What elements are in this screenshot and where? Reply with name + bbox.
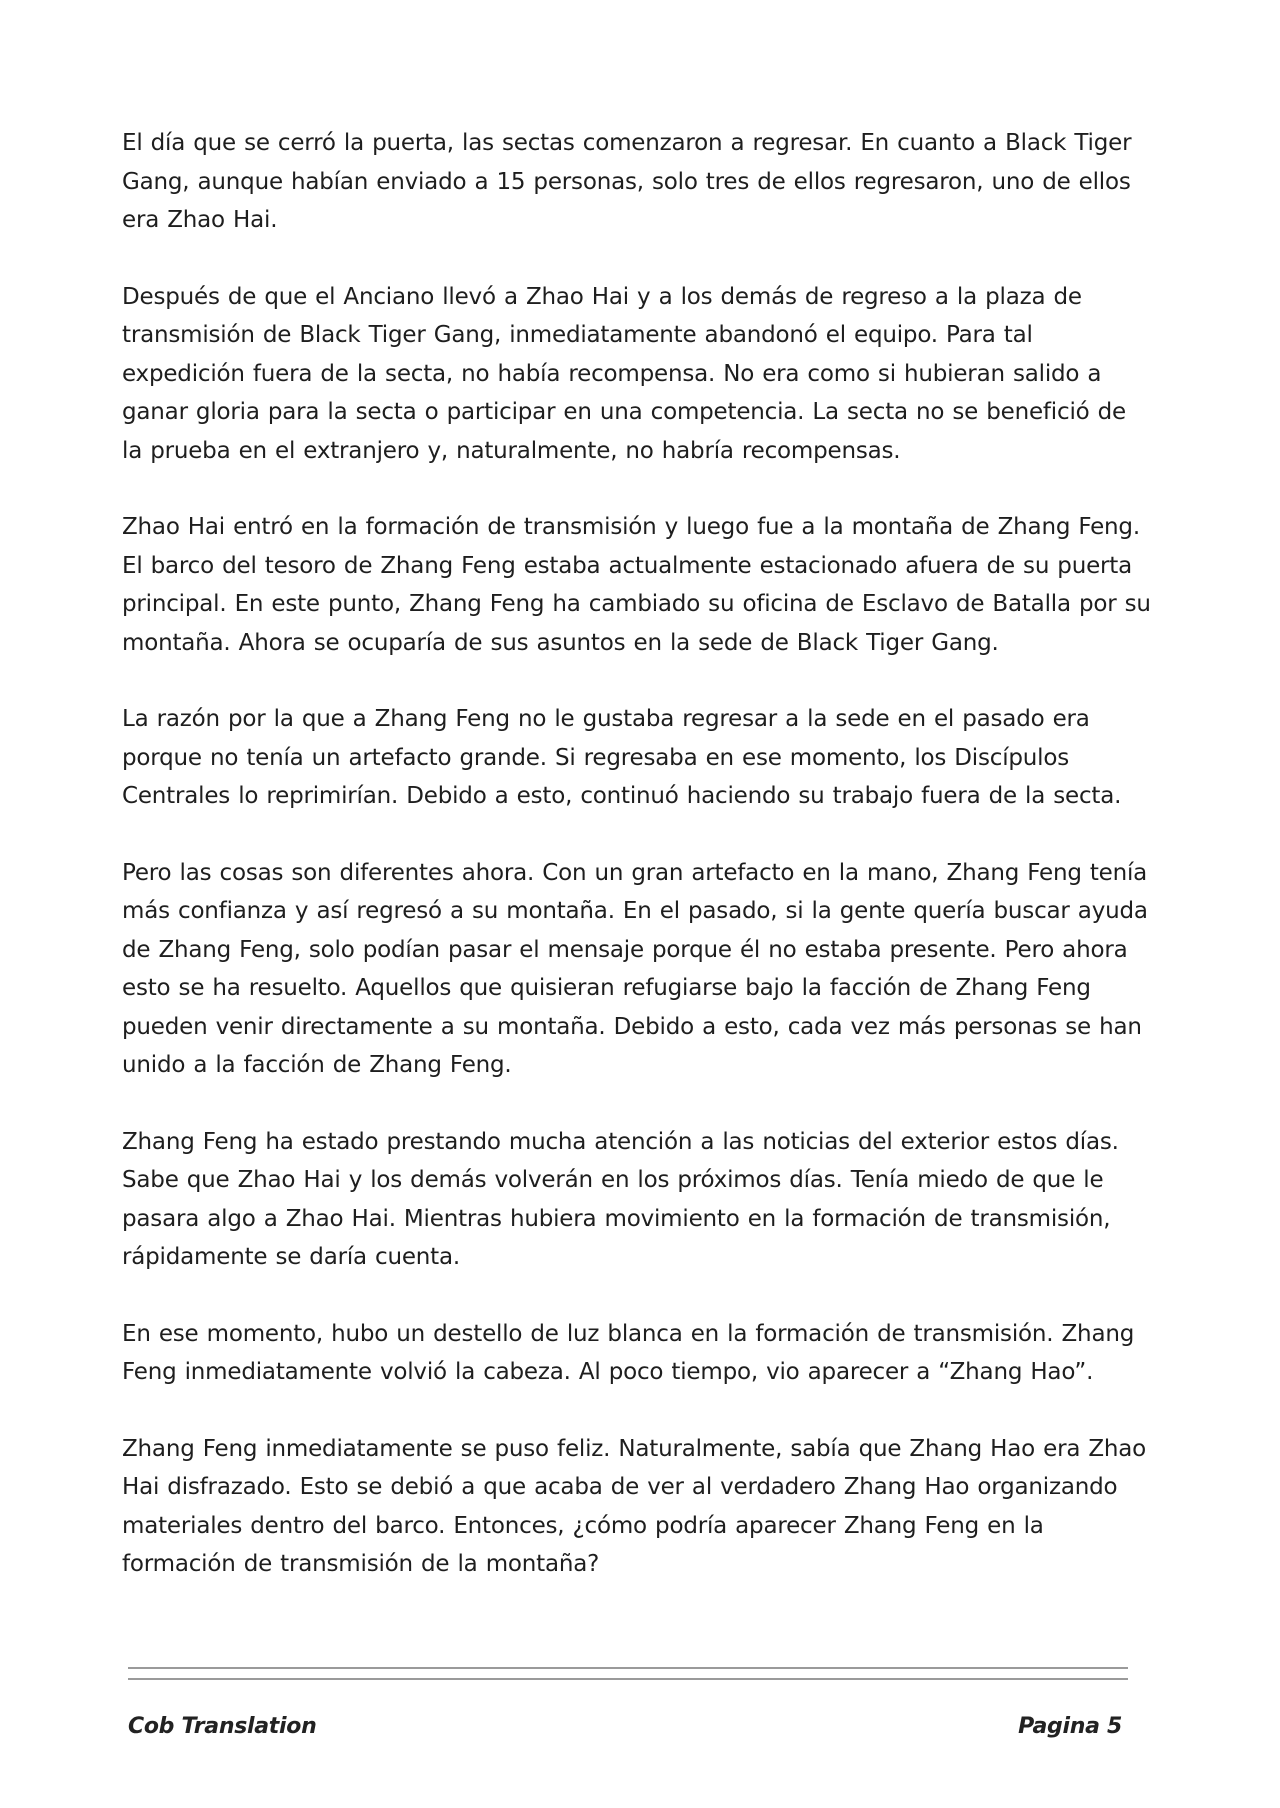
paragraph-7: En ese momento, hubo un destello de luz blanca en la formación de transmisión. Zhang Feng inmediatamente volvió la cabeza. Al poco tiempo, vio aparecer a “Zhang Hao”. (122, 1320, 1135, 1385)
document-body (122, 124, 1152, 1622)
paragraph-8: Zhang Feng inmediatamente se puso feliz. Naturalmente, sabía que Zhang Hao era Zhao Hai disfrazado. Esto se debió a que acaba de ver al verdadero Zhang Hao organizando materiales dentro del barco. Entonces, ¿cómo podría aparecer Zhang Feng en la formación de transmisión de la montaña? (122, 1435, 1147, 1577)
paragraph-4: La razón por la que a Zhang Feng no le gustaba regresar a la sede en el pasado era porque no tenía un artefacto grande. Si regresaba en ese momento, los Discípulos Centrales lo reprimirían. Debido a esto, continuó haciendo su trabajo fuera de la secta. (122, 706, 1122, 809)
footer-divider-bottom (128, 1678, 1128, 1680)
paragraph-3: Zhao Hai entró en la formación de transmisión y luego fue a la montaña de Zhang Feng. El barco del tesoro de Zhang Feng estaba actualmente estacionado afuera de su puerta principal. En este punto, Zhang Feng ha cambiado su oficina de Esclavo de Batalla por su montaña. Ahora se ocuparía de sus asuntos en la sede de Black Tiger Gang. (122, 514, 1151, 656)
paragraph-1: El día que se cerró la puerta, las sectas comenzaron a regresar. En cuanto a Black Tiger Gang, aunque habían enviado a 15 personas, solo tres de ellos regresaron, uno de ellos era Zhao Hai. (122, 130, 1132, 233)
paragraph-5: Pero las cosas son diferentes ahora. Con un gran artefacto en la mano, Zhang Feng tenía más confianza y así regresó a su montaña. En el pasado, si la gente quería buscar ayuda de Zhang Feng, solo podían pasar el mensaje porque él no estaba presente. Pero ahora esto se ha resuelto. Aquellos que quisieran refugiarse bajo la facción de Zhang Feng pueden venir directamente a su montaña. Debido a esto, cada vez más personas se han unido a la facción de Zhang Feng. (122, 859, 1148, 1078)
footer-page-number: Pagina 5 (1018, 1714, 1122, 1739)
footer-translator-credit: Cob Translation (128, 1714, 317, 1739)
paragraph-6: Zhang Feng ha estado prestando mucha atención a las noticias del exterior estos días. Sabe que Zhao Hai y los demás volverán en los próximos días. Tenía miedo de que le pasara algo a Zhao Hai. Mientras hubiera movimiento en la formación de transmisión, rápidamente se daría cuenta. (122, 1128, 1119, 1270)
paragraph-2: Después de que el Anciano llevó a Zhao Hai y a los demás de regreso a la plaza de transmisión de Black Tiger Gang, inmediatamente abandonó el equipo. Para tal expedición fuera de la secta, no había recompensa. No era como si hubieran salido a ganar gloria para la secta o participar en una competencia. La secta no se benefició de la prueba en el extranjero y, naturalmente, no habría recompensas. (122, 283, 1126, 464)
footer-divider-top (128, 1667, 1128, 1669)
